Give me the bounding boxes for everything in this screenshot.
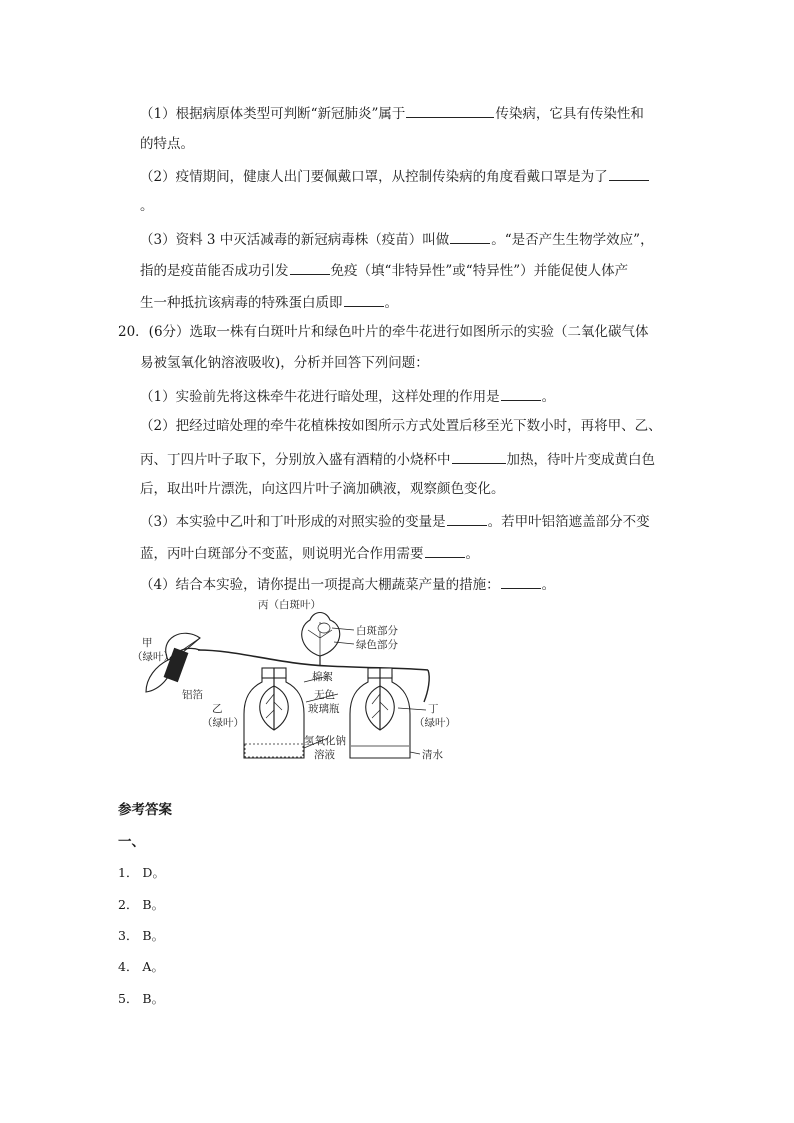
label-ding: 丁 bbox=[428, 703, 439, 715]
answer-item: 1． D。 bbox=[118, 865, 165, 880]
q20-part1: （1）实验前先将这株牵牛花进行暗处理，这样处理的作用是 。 bbox=[140, 386, 555, 406]
q20-part2-line1: （2）把经过暗处理的牵牛花植株按如图所示方式处置后移至光下数小时，再将甲、乙、 bbox=[140, 418, 662, 434]
label-lvbo: 铝箔 bbox=[182, 689, 203, 701]
answer-blank bbox=[609, 166, 649, 181]
q19-part1-line1: （1）根据病原体类型可判断“新冠肺炎”属于 传染病，它具有传染性和 bbox=[140, 103, 644, 123]
answer-blank bbox=[452, 449, 506, 464]
white-spot bbox=[318, 623, 330, 633]
label-yi: 乙 bbox=[212, 703, 223, 715]
answers-section: 一、 bbox=[118, 834, 145, 850]
label-jia-green: （绿叶） bbox=[132, 651, 174, 663]
label-naoh: 氢氧化钠 bbox=[304, 735, 346, 747]
q19-part3-line1: （3）资料 3 中灭活减毒的新冠病毒株（疫苗）叫做 。“是否产生生物学效应”， bbox=[140, 229, 654, 249]
q20-part2-line3: 后，取出叶片漂洗，向这四片叶子滴加碘液，观察颜色变化。 bbox=[140, 481, 505, 497]
label-qingshui: 清水 bbox=[422, 749, 443, 761]
answer-blank bbox=[447, 511, 487, 526]
q20-part3-line2: 蓝，丙叶白斑部分不变蓝，则说明光合作用需要 。 bbox=[140, 543, 479, 563]
q19-part3-line2: 指的是疫苗能否成功引发 免疫（填“非特异性”或“特异性”）并能促使人体产 bbox=[140, 260, 628, 280]
q19-part3-line3: 生一种抵抗该病毒的特殊蛋白质即 。 bbox=[140, 292, 398, 312]
experiment-figure bbox=[128, 598, 458, 773]
answer-blank bbox=[501, 386, 541, 401]
answer-blank bbox=[501, 574, 541, 589]
answer-blank bbox=[344, 292, 384, 307]
answers-heading: 参考答案 bbox=[118, 802, 172, 818]
label-lvse: 绿色部分 bbox=[356, 639, 398, 651]
answer-blank bbox=[406, 103, 494, 118]
label-ding-green: （绿叶） bbox=[414, 717, 456, 729]
answer-blank bbox=[450, 229, 490, 244]
q19-part1-line2: 的特点。 bbox=[140, 136, 194, 152]
answer-blank bbox=[290, 260, 330, 275]
answer-item: 3． B。 bbox=[118, 928, 165, 943]
label-baiban: 白斑部分 bbox=[356, 625, 398, 637]
label-mianrong: 棉絮 bbox=[312, 671, 333, 683]
label-bottle: 玻璃瓶 bbox=[308, 703, 340, 715]
q19-part2-line2: 。 bbox=[140, 198, 154, 214]
label-yi-green: （绿叶） bbox=[202, 717, 244, 729]
answer-item: 4． A。 bbox=[118, 959, 164, 974]
bottle-water bbox=[350, 668, 410, 758]
label-jia: 甲 bbox=[142, 637, 153, 649]
label-bing: 丙（白斑叶） bbox=[258, 599, 321, 611]
q19-part2-line1: （2）疫情期间，健康人出门要佩戴口罩，从控制传染病的角度看戴口罩是为了 bbox=[140, 166, 650, 186]
q20-part3-line1: （3）本实验中乙叶和丁叶形成的对照实验的变量是 。若甲叶铝箔遮盖部分不变 bbox=[140, 511, 650, 531]
answer-blank bbox=[425, 543, 465, 558]
leaf-bing bbox=[302, 613, 340, 657]
q20-stem-line2: 易被氢氧化钠溶液吸收)，分析并回答下列问题： bbox=[140, 355, 429, 371]
label-naoh-solution: 溶液 bbox=[314, 749, 335, 761]
plant-stem-end bbox=[424, 670, 429, 702]
label-wuse: 无色 bbox=[314, 689, 335, 701]
q20-stem-line1: 20．(6分）选取一株有白斑叶片和绿色叶片的牵牛花进行如图所示的实验（二氧化碳气体 bbox=[118, 324, 649, 340]
q20-part4: （4）结合本实验，请你提出一项提高大棚蔬菜产量的措施： 。 bbox=[140, 574, 555, 594]
answer-item: 5． B。 bbox=[118, 991, 165, 1006]
q20-part2-line2: 丙、丁四片叶子取下，分别放入盛有酒精的小烧杯中 加热，待叶片变成黄白色 bbox=[140, 449, 655, 469]
bottle-naoh bbox=[244, 668, 304, 758]
answer-item: 2． B。 bbox=[118, 897, 165, 912]
